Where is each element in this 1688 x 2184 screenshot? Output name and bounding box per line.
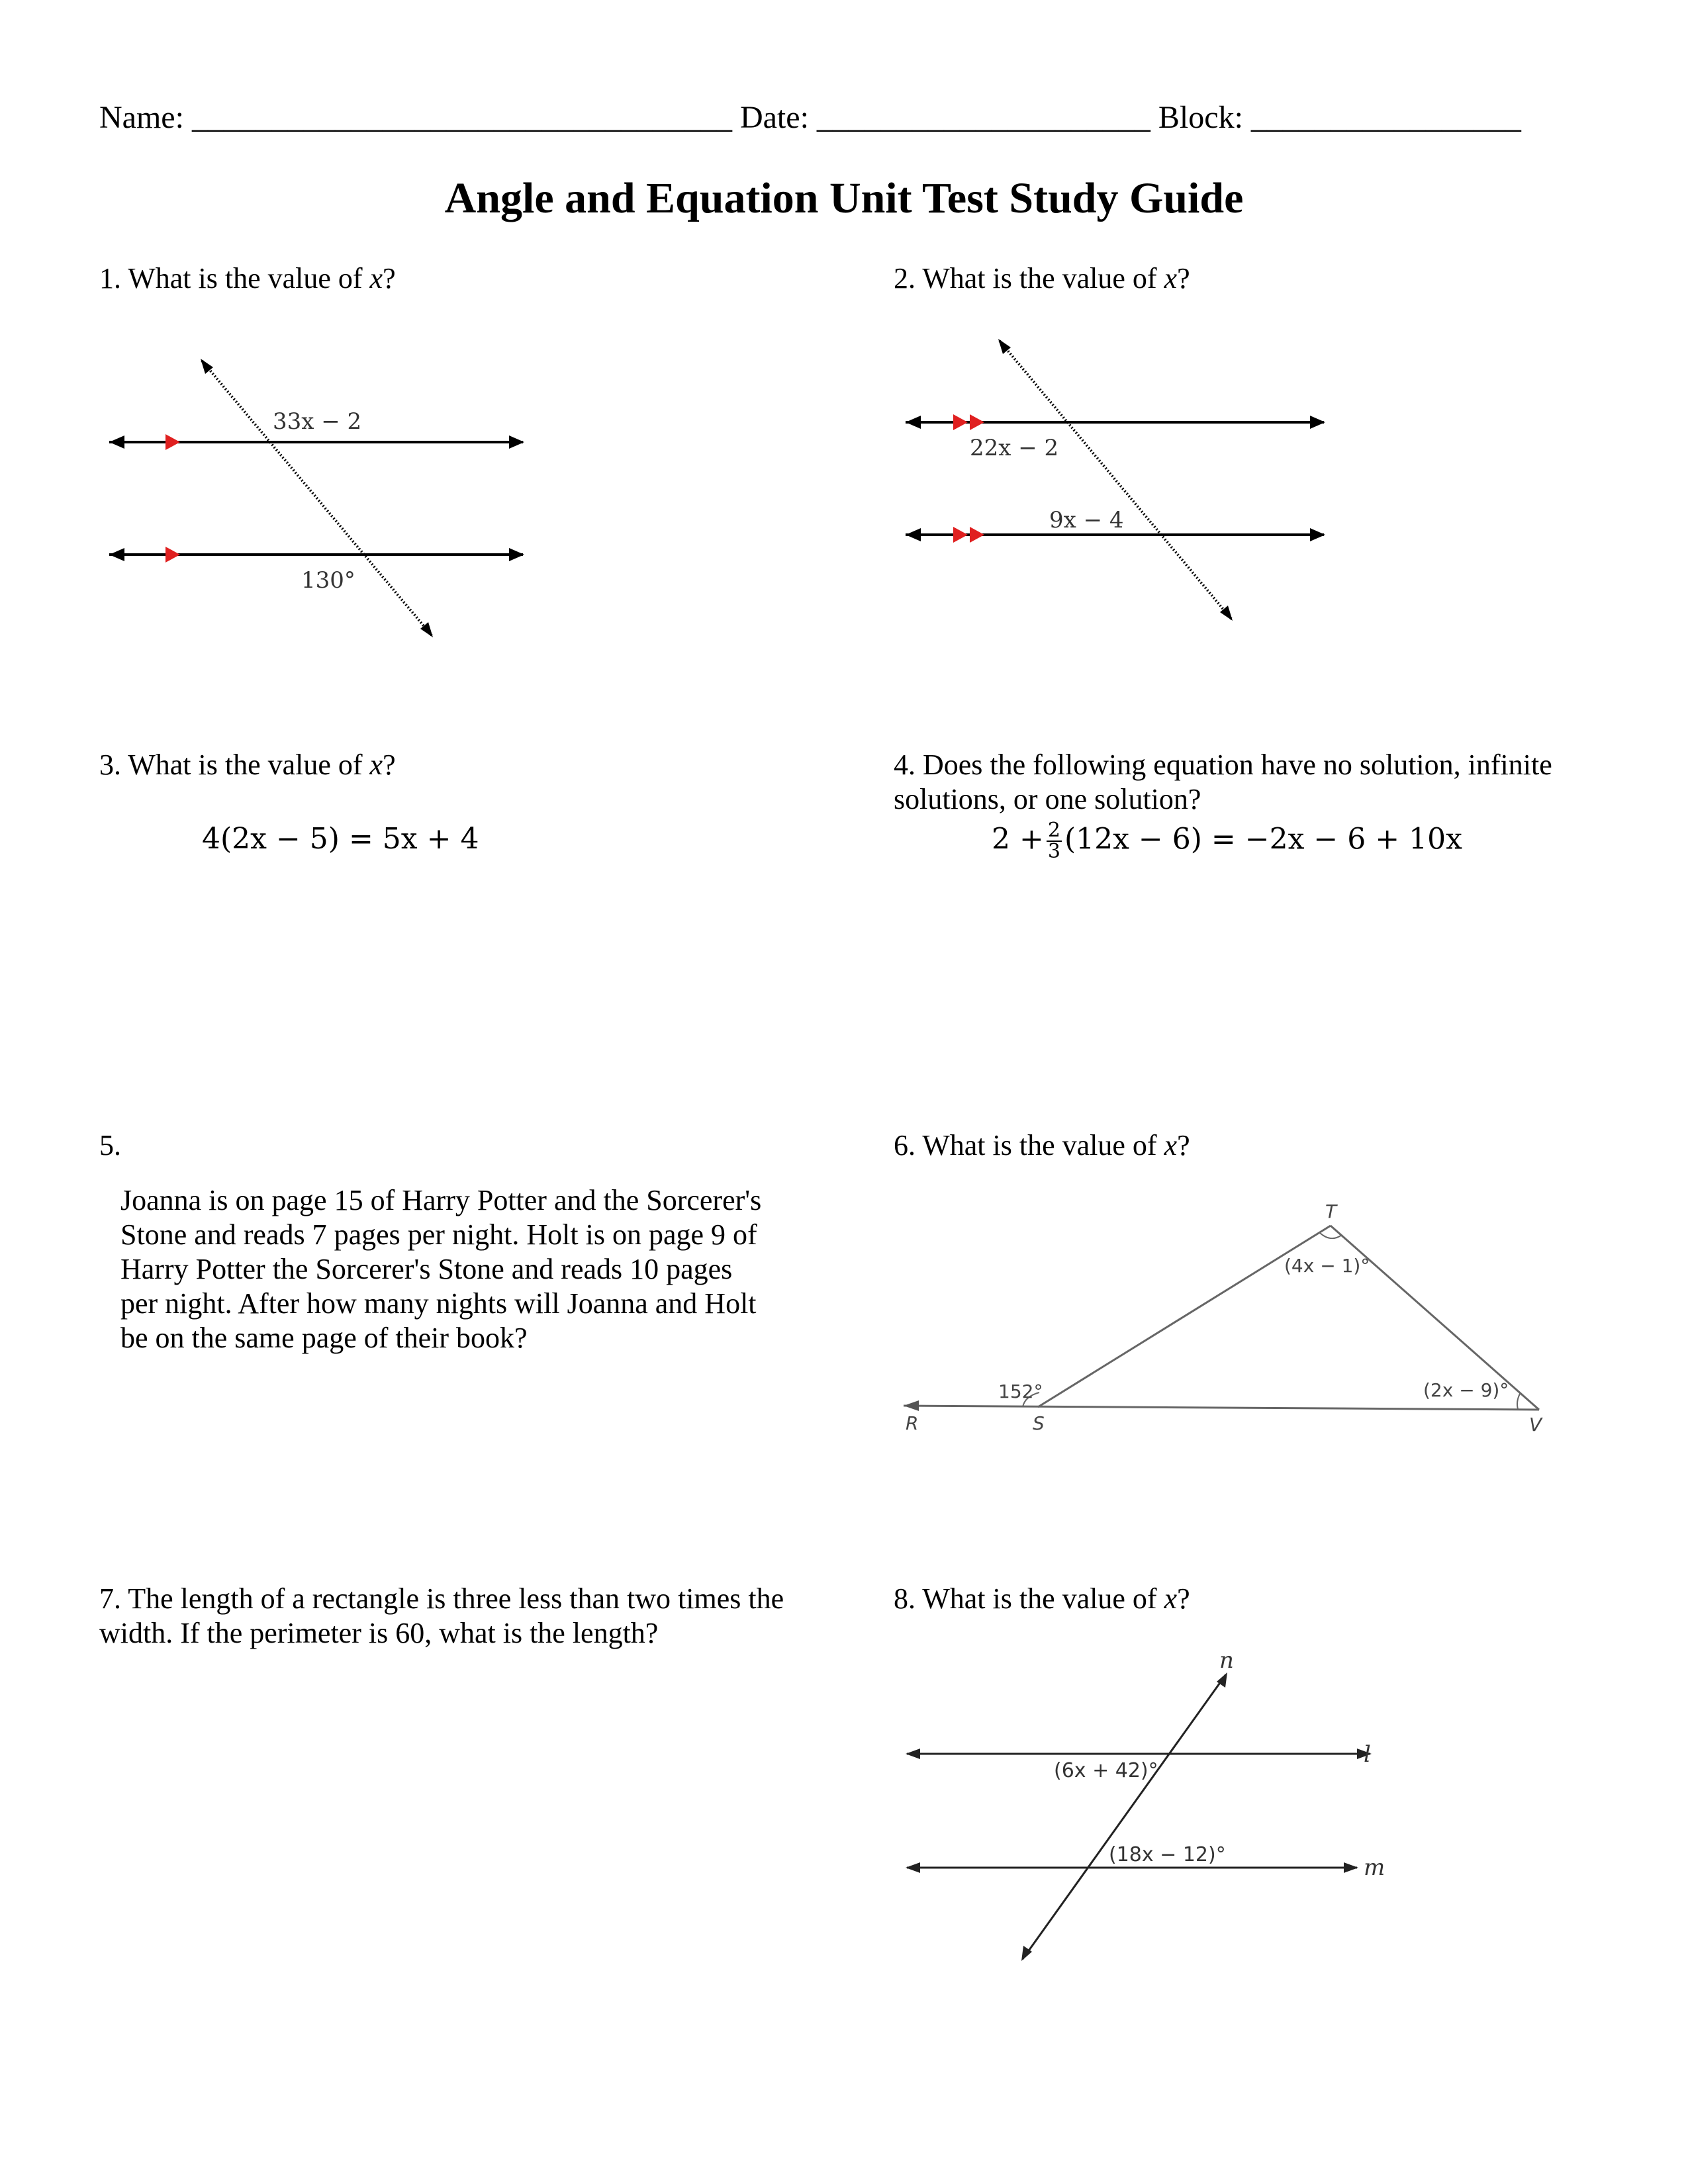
date-label: Date: — [739, 100, 809, 135]
name-blank[interactable]: __________________________________ — [191, 100, 732, 135]
q8-angle-bottom: (18x − 12)° — [1109, 1843, 1226, 1866]
q6-vertex-r: R — [906, 1412, 919, 1434]
q8-figure — [906, 1647, 1385, 1961]
q3-equation: 4(2x − 5) = 5x + 4 — [202, 822, 479, 856]
q4-fraction: $\frac{2}{3}$ — [1047, 819, 1060, 863]
q1-label-bottom: 130° — [301, 567, 355, 594]
q6-prompt: 6. What is the value of x? — [894, 1129, 1190, 1161]
q5-number: 5. — [99, 1129, 121, 1161]
q8-line-n — [1023, 1674, 1226, 1959]
q8-prompt: 8. What is the value of x? — [894, 1582, 1190, 1615]
q6-vertex-v: V — [1529, 1414, 1542, 1435]
q8-label-m: m — [1364, 1854, 1385, 1881]
q4-prompt: 4. Does the following equation have no solution, infinite solutions, or one solution? — [894, 749, 1552, 815]
q6-angle-t: (4x − 1)° — [1284, 1255, 1370, 1277]
q3-number: 3. — [99, 749, 121, 781]
q2-number: 2. — [894, 262, 915, 295]
block-label: Block: — [1158, 100, 1243, 135]
q6-vertex-t: T — [1325, 1201, 1337, 1222]
q6-angle-v: (2x − 9)° — [1423, 1379, 1509, 1401]
q4-number: 4. — [894, 749, 915, 781]
q2-label-bottom: 9x − 4 — [1049, 507, 1124, 533]
page-title: Angle and Equation Unit Test Study Guide — [444, 174, 1244, 222]
q3-prompt: 3. What is the value of x? — [99, 749, 396, 781]
q2-prompt: 2. What is the value of x? — [894, 262, 1190, 295]
q1-number: 1. — [99, 262, 121, 295]
q7-number: 7. — [99, 1582, 121, 1615]
q1-label-top: 33x − 2 — [273, 408, 362, 435]
q5-text: Joanna is on page 15 of Harry Potter and the Sorcerer's Stone and reads 7 pages per night. Holt is on page 9 of Harry Potter the Sorcerer's Stone and reads 10 pages per night. After how many nights will Joanna and Holt be on the same page of their book? — [120, 1184, 762, 1354]
q6-vertex-s: S — [1033, 1412, 1045, 1434]
q8-angle-top: (6x + 42)° — [1054, 1759, 1158, 1782]
date-blank[interactable]: _____________________ — [816, 100, 1150, 135]
q8-number: 8. — [894, 1582, 915, 1615]
q7-prompt: 7. The length of a rectangle is three less than two times the width. If the perimeter is 60, what is the length? — [99, 1582, 784, 1649]
q1-prompt: 1. What is the value of x? — [99, 262, 396, 295]
block-blank[interactable]: _________________ — [1250, 100, 1521, 135]
q4-equation: 2 + $\frac{2}{3}$ (12x − 6) = −2x − 6 + 10x — [992, 819, 1462, 863]
q8-label-l: l — [1364, 1741, 1371, 1768]
name-label: Name: — [99, 100, 184, 135]
q6-number: 6. — [894, 1129, 915, 1161]
q8-label-n: n — [1219, 1647, 1234, 1674]
q2-label-top: 22x − 2 — [970, 435, 1059, 461]
q6-angle-ext: 152° — [998, 1381, 1043, 1402]
